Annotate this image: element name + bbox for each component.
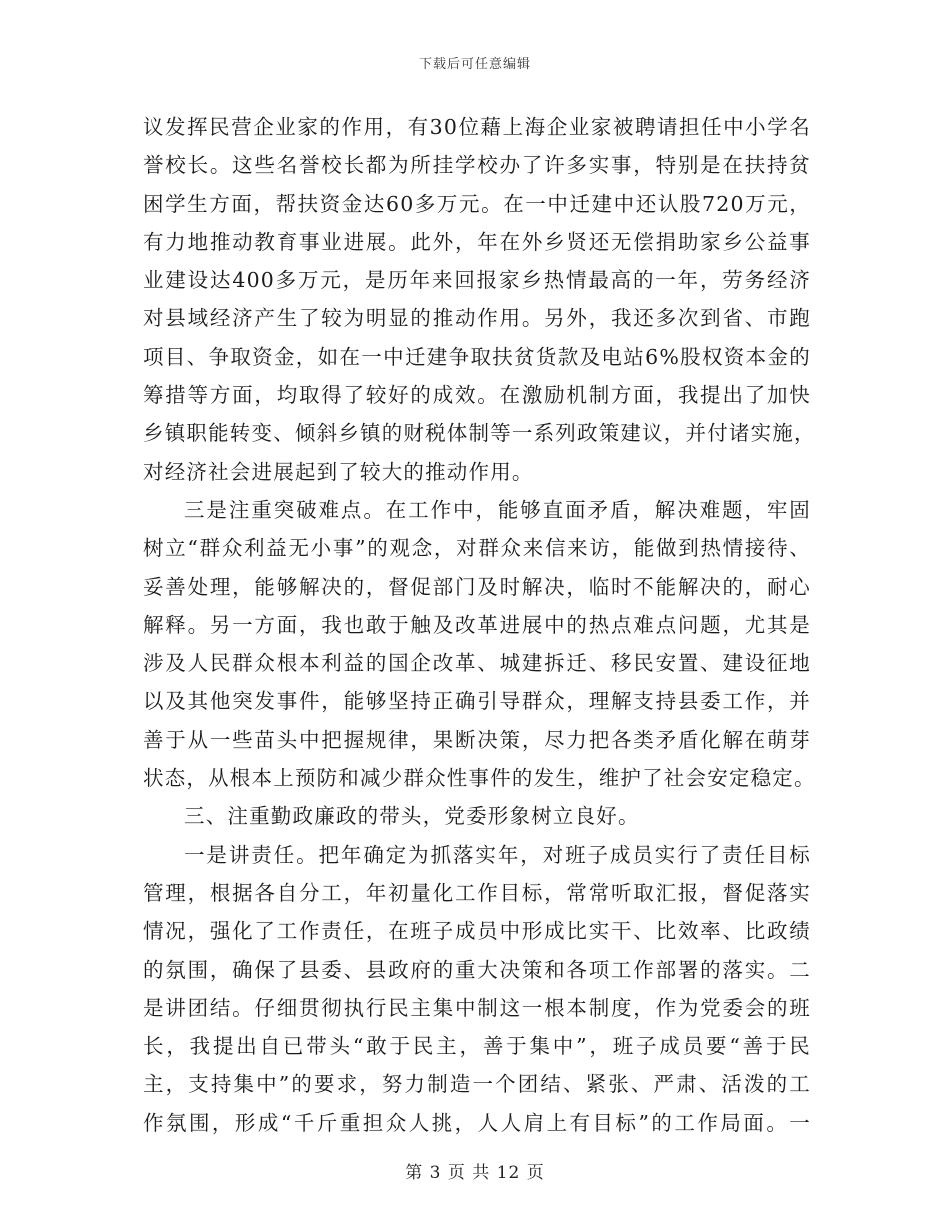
text-line: 困学生方面，帮扶资金达60多万元。在一中迁建中还认股720万元， bbox=[143, 191, 811, 216]
text-line: 誉校长。这些名誉校长都为所挂学校办了许多实事，特别是在扶持贫 bbox=[143, 153, 811, 178]
document-body bbox=[143, 108, 816, 1142]
text-line: 情况，强化了工作责任，在班子成员中形成比实干、比效率、比政绩 bbox=[143, 919, 811, 944]
text-line: 三是注重突破难点。在工作中，能够直面矛盾，解决难题，牢固 bbox=[184, 497, 811, 522]
text-line: 项目、争取资金，如在一中迁建争取扶贫货款及电站6%股权资本金的 bbox=[143, 344, 811, 369]
text-line: 状态，从根本上预防和减少群众性事件的发生，维护了社会安定稳定。 bbox=[143, 766, 816, 791]
text-line: 以及其他突发事件，能够坚持正确引导群众，理解支持县委工作，并 bbox=[143, 689, 811, 714]
section-heading: 三、注重勤政廉政的带头，党委形象树立良好。 bbox=[184, 804, 640, 829]
text-line: 是讲团结。仔细贯彻执行民主集中制这一根本制度，作为党委会的班 bbox=[143, 995, 811, 1020]
text-line: 议发挥民营企业家的作用，有30位藉上海企业家被聘请担任中小学名 bbox=[143, 115, 811, 139]
text-line: 涉及人民群众根本利益的国企改革、城建拆迁、移民安置、建设征地 bbox=[143, 651, 811, 676]
text-line: 作氛围，形成“千斤重担众人挑，人人肩上有目标”的工作局面。一 bbox=[143, 1110, 811, 1135]
text-line: 树立“群众利益无小事”的观念，对群众来信来访，能做到热情接待、 bbox=[143, 536, 811, 561]
text-line: 业建设达400多万元，是历年来回报家乡热情最高的一年，劳务经济 bbox=[143, 268, 811, 293]
text-line: 解释。另一方面，我也敢于触及改革进展中的热点难点问题，尤其是 bbox=[143, 612, 811, 637]
text-line: 乡镇职能转变、倾斜乡镇的财税体制等一系列政策建议，并付诸实施， bbox=[143, 421, 816, 446]
text-line: 对县域经济产生了较为明显的推动作用。另外，我还多次到省、市跑 bbox=[143, 306, 811, 331]
page-header: 下载后可任意编辑 bbox=[418, 57, 531, 72]
text-line: 善于从一些苗头中把握规律，果断决策，尽力把各类矛盾化解在萌芽 bbox=[143, 727, 811, 752]
text-line: 对经济社会进展起到了较大的推动作用。 bbox=[143, 459, 534, 484]
text-line: 一是讲责任。把年确定为抓落实年，对班子成员实行了责任目标 bbox=[184, 842, 811, 867]
page-number-footer: 第 3 页 共 12 页 bbox=[405, 1163, 545, 1183]
text-line: 有力地推动教育事业进展。此外，年在外乡贤还无偿捐助家乡公益事 bbox=[143, 229, 811, 254]
text-line: 管理，根据各自分工，年初量化工作目标，常常听取汇报，督促落实 bbox=[143, 880, 811, 905]
text-line: 筹措等方面，均取得了较好的成效。在激励机制方面，我提出了加快 bbox=[143, 383, 811, 408]
text-line: 长，我提出自已带头“敢于民主，善于集中”，班子成员要“善于民 bbox=[143, 1034, 811, 1059]
text-line: 的氛围，确保了县委、县政府的重大决策和各项工作部署的落实。二 bbox=[143, 957, 811, 982]
text-line: 妥善处理，能够解决的，督促部门及时解决，临时不能解决的，耐心 bbox=[143, 574, 811, 599]
text-line: 主，支持集中”的要求，努力制造一个团结、紧张、严肃、活泼的工 bbox=[143, 1072, 811, 1097]
